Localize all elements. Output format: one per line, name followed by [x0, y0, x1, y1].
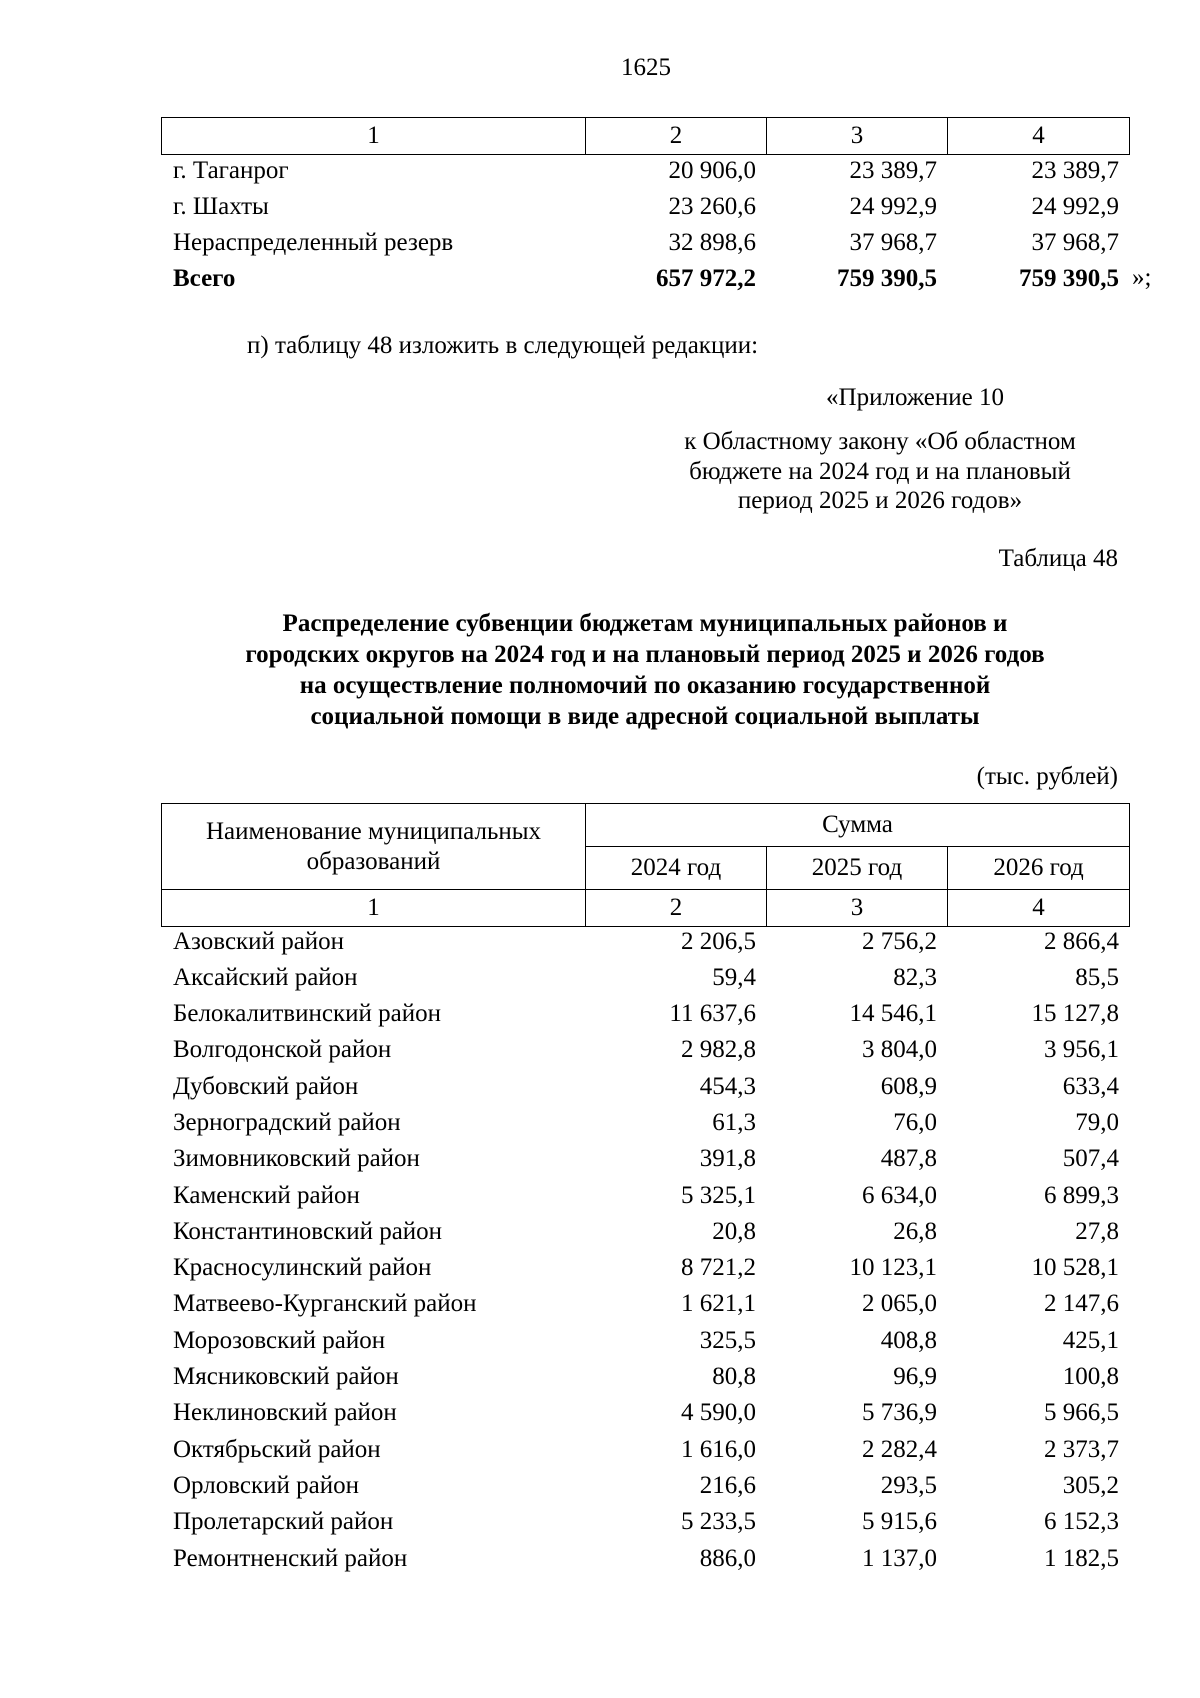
row-name-cell: Матвеево-Курганский район [173, 1290, 477, 1318]
value-2025-cell: 14 546,1 [849, 1000, 937, 1028]
value-2026-cell: 305,2 [1062, 1471, 1119, 1499]
header-name-cell [162, 804, 586, 890]
column-number-cell: 3 [767, 890, 948, 927]
column-number-cell: 1 [162, 890, 586, 927]
header-year-cell: 2026 год [948, 847, 1130, 890]
row-name-cell: Ремонтненский район [173, 1544, 408, 1572]
value-2025-cell: 408,8 [880, 1326, 937, 1354]
value-2026-cell: 425,1 [1062, 1326, 1119, 1354]
document-title-line: социальной помощи в виде адресной социальной выплаты [310, 703, 980, 730]
row-name-cell: Нераспределенный резерв [173, 229, 454, 257]
row-name-cell: Зерноградский район [173, 1109, 401, 1136]
value-2025-cell: 10 123,1 [849, 1254, 937, 1282]
value-2024-cell: 1 616,0 [681, 1435, 756, 1463]
value-2024-cell: 61,3 [712, 1109, 756, 1136]
table-label: Таблица 48 [998, 545, 1118, 572]
value-2026-cell: 15 127,8 [1031, 1000, 1119, 1028]
document-title-line: городских округов на 2024 год и на плановый период 2025 и 2026 годов [245, 641, 1045, 668]
row-name-cell: Октябрьский район [173, 1435, 381, 1463]
row-name-cell: Константиновский район [173, 1217, 443, 1245]
row-name-cell: Морозовский район [173, 1326, 386, 1354]
row-name-cell: Волгодонской район [173, 1036, 392, 1064]
value-2024-cell: 5 325,1 [681, 1181, 756, 1209]
value-2026-cell: 507,4 [1062, 1145, 1119, 1173]
table-row [161, 1431, 1129, 1467]
page-number: 1625 [621, 54, 671, 81]
value-2026-cell: 100,8 [1062, 1363, 1119, 1391]
header-year-cell: 2025 год [767, 847, 948, 890]
table-row [161, 1322, 1129, 1358]
row-name-cell: Неклиновский район [173, 1399, 397, 1427]
row-name-cell: Белокалитвинский район [173, 1000, 441, 1028]
row-name-cell: Мясниковский район [173, 1363, 399, 1391]
row-name-cell: г. Шахты [173, 193, 269, 221]
value-2025-cell: 5 915,6 [862, 1508, 937, 1536]
value-2025-cell: 24 992,9 [849, 193, 937, 221]
table-row [161, 1068, 1129, 1104]
value-2025-cell: 608,9 [880, 1072, 937, 1100]
value-2025-cell: 23 389,7 [849, 157, 937, 185]
value-2025-cell: 2 756,2 [862, 927, 937, 955]
value-2024-cell: 32 898,6 [668, 229, 756, 257]
table-row [161, 189, 1129, 225]
value-2024-cell: 325,5 [699, 1326, 756, 1354]
closing-quote: »; [1132, 264, 1152, 291]
header-row [162, 804, 1130, 847]
value-2025-cell: 26,8 [893, 1217, 937, 1245]
row-name-cell: Аксайский район [173, 963, 358, 991]
value-2026-cell: 23 389,7 [1031, 157, 1119, 185]
value-2024-cell: 20,8 [712, 1217, 756, 1245]
value-2025-cell: 2 065,0 [862, 1290, 937, 1318]
row-name-cell: Азовский район [173, 927, 345, 955]
value-2026-cell: 633,4 [1062, 1072, 1119, 1100]
column-number-row [162, 890, 1130, 927]
header-sum-cell: Сумма [586, 804, 1130, 847]
value-2026-cell: 2 373,7 [1044, 1435, 1119, 1463]
table-row [161, 996, 1129, 1032]
value-2024-cell: 216,6 [699, 1471, 756, 1499]
value-2026-cell: 27,8 [1075, 1217, 1119, 1245]
value-2026-cell: 5 966,5 [1044, 1399, 1119, 1427]
value-2026-cell: 759 390,5 [1019, 265, 1119, 293]
header-name-line: образований [306, 847, 441, 875]
value-2024-cell: 80,8 [712, 1363, 756, 1391]
table-row [161, 1032, 1129, 1068]
row-name-cell: Орловский район [173, 1471, 359, 1499]
row-name-cell: Каменский район [173, 1181, 360, 1209]
value-2026-cell: 2 147,6 [1044, 1290, 1119, 1318]
value-2024-cell: 59,4 [712, 963, 756, 991]
value-2024-cell: 2 206,5 [681, 927, 756, 955]
value-2025-cell: 37 968,7 [849, 229, 937, 257]
value-2026-cell: 3 956,1 [1044, 1036, 1119, 1064]
units-label: (тыс. рублей) [976, 763, 1118, 790]
table-row [161, 1467, 1129, 1503]
value-2024-cell: 1 621,1 [681, 1290, 756, 1318]
value-2024-cell: 11 637,6 [669, 1000, 756, 1028]
table-row [161, 959, 1129, 995]
appendix-reference-line: к Областному закону «Об областном [684, 428, 1076, 455]
value-2024-cell: 2 982,8 [681, 1036, 756, 1064]
value-2025-cell: 487,8 [880, 1145, 937, 1173]
value-2025-cell: 759 390,5 [837, 265, 937, 293]
value-2026-cell: 1 182,5 [1044, 1544, 1119, 1572]
header-name-line: Наименование муниципальных [205, 817, 542, 845]
main-table-header [161, 803, 1130, 927]
table-row [161, 1141, 1129, 1177]
table-row [161, 1286, 1129, 1322]
value-2024-cell: 8 721,2 [681, 1254, 756, 1282]
table-row [161, 1504, 1129, 1540]
column-number-cell: 4 [948, 118, 1130, 155]
row-name-cell: г. Таганрог [173, 157, 289, 185]
value-2026-cell: 24 992,9 [1031, 193, 1119, 221]
document-title [161, 608, 1129, 732]
table-row [161, 1395, 1129, 1431]
value-2024-cell: 5 233,5 [681, 1508, 756, 1536]
value-2024-cell: 454,3 [699, 1072, 756, 1100]
value-2025-cell: 76,0 [893, 1109, 937, 1136]
value-2024-cell: 886,0 [699, 1544, 756, 1572]
appendix-reference-line: бюджете на 2024 год и на плановый [689, 457, 1071, 485]
value-2026-cell: 6 899,3 [1044, 1181, 1119, 1209]
table-row [161, 153, 1129, 189]
main-table-body [161, 923, 1129, 1576]
header-year-cell: 2024 год [586, 847, 767, 890]
document-title-line: Распределение субвенции бюджетам муниципальных районов и [282, 610, 1008, 637]
table-row [161, 1250, 1129, 1286]
value-2025-cell: 6 634,0 [862, 1181, 937, 1209]
value-2025-cell: 293,5 [880, 1471, 937, 1499]
table-row [161, 1213, 1129, 1249]
value-2026-cell: 2 866,4 [1044, 927, 1119, 955]
value-2026-cell: 6 152,3 [1044, 1508, 1119, 1536]
column-number-cell: 2 [586, 118, 767, 155]
top-table-body [161, 153, 1129, 297]
value-2024-cell: 4 590,0 [681, 1399, 756, 1427]
value-2026-cell: 37 968,7 [1031, 229, 1119, 257]
column-number-row [162, 118, 1130, 155]
value-2024-cell: 657 972,2 [656, 265, 756, 293]
table-row [161, 261, 1129, 297]
table-row [161, 923, 1129, 959]
table-row [161, 1104, 1129, 1140]
row-name-cell: Дубовский район [173, 1072, 359, 1100]
row-name-cell: Красносулинский район [173, 1254, 432, 1282]
row-name-cell: Зимовниковский район [173, 1145, 420, 1173]
value-2026-cell: 79,0 [1075, 1109, 1119, 1136]
table-row [161, 1359, 1129, 1395]
value-2025-cell: 3 804,0 [862, 1036, 937, 1064]
value-2025-cell: 5 736,9 [862, 1399, 937, 1427]
value-2026-cell: 85,5 [1075, 963, 1119, 991]
appendix-reference [630, 427, 1130, 516]
column-number-cell: 4 [948, 890, 1130, 927]
column-number-cell: 1 [162, 118, 586, 155]
top-table-header [161, 117, 1130, 155]
value-2024-cell: 20 906,0 [668, 157, 756, 185]
document-title-line: на осуществление полномочий по оказанию государственной [299, 672, 991, 699]
column-number-cell: 2 [586, 890, 767, 927]
instruction-text: п) таблицу 48 изложить в следующей редакции: [247, 332, 759, 359]
value-2025-cell: 2 282,4 [862, 1435, 937, 1463]
value-2024-cell: 391,8 [699, 1145, 756, 1173]
appendix-title-text: «Приложение 10 [826, 384, 1004, 411]
value-2025-cell: 96,9 [893, 1363, 937, 1391]
value-2024-cell: 23 260,6 [668, 193, 756, 221]
value-2025-cell: 82,3 [893, 963, 937, 991]
appendix-reference-line: период 2025 и 2026 годов» [737, 487, 1023, 514]
value-2025-cell: 1 137,0 [862, 1544, 937, 1572]
row-name-cell: Пролетарский район [173, 1508, 394, 1536]
table-row [161, 225, 1129, 261]
column-number-cell: 3 [767, 118, 948, 155]
table-row [161, 1177, 1129, 1213]
row-name-cell: Всего [173, 265, 236, 293]
table-row [161, 1540, 1129, 1576]
value-2026-cell: 10 528,1 [1031, 1254, 1119, 1282]
